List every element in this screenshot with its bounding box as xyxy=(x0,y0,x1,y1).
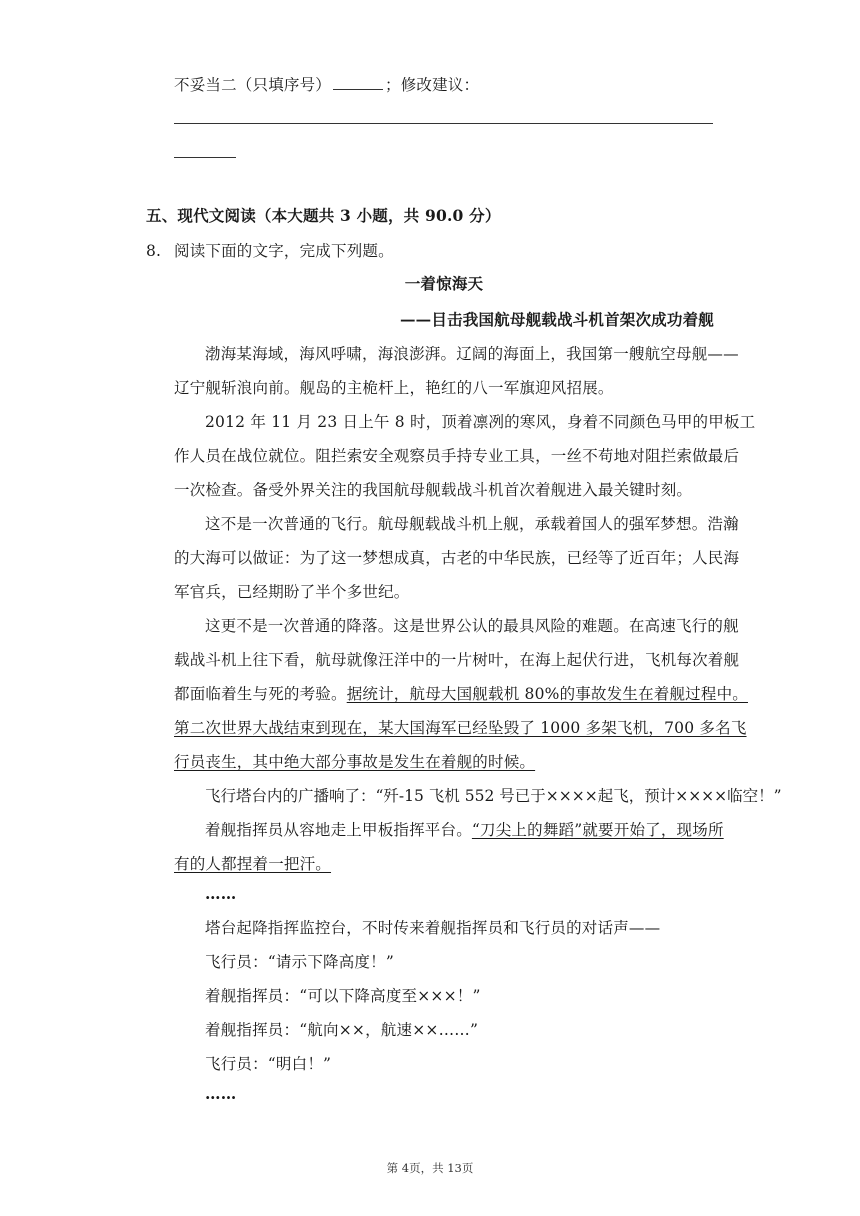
paragraph-4-line-3 xyxy=(174,684,748,704)
paragraph-4-line-2: 载战斗机上往下看，航母就像汪洋中的一片树叶，在海上起伏行进，飞机每次着舰 xyxy=(174,651,740,669)
dialogue-line-3: 着舰指挥员：“航向××，航速××……” xyxy=(205,1021,479,1039)
paragraph-1-line-2: 辽宁舰斩浪向前。舰岛的主桅杆上，艳红的八一军旗迎风招展。 xyxy=(174,379,614,397)
dialogue-line-1: 飞行员：“请示下降高度！” xyxy=(205,953,394,971)
answer-blank[interactable] xyxy=(333,75,383,90)
ellipsis-2: …… xyxy=(205,1084,237,1103)
paragraph-1-line-1: 渤海某海域，海风呼啸，海浪澎湃。辽阔的海面上，我国第一艘航空母舰—— xyxy=(205,345,739,363)
dialogue-line-2: 着舰指挥员：“可以下降高度至×××！” xyxy=(205,987,481,1005)
paragraph-6-line-1 xyxy=(205,820,724,840)
ellipsis-1: …… xyxy=(205,884,237,903)
answer-prompt-before: 不妥当二（只填序号） xyxy=(174,76,332,94)
section-heading: 五、现代文阅读（本大题共 3 小题，共 90.0 分） xyxy=(146,206,501,225)
paragraph-3-line-3: 军官兵，已经期盼了半个多世纪。 xyxy=(174,583,410,601)
question-instruction: 阅读下面的文字，完成下列题。 xyxy=(174,242,394,260)
underlined-sentence-2-line-2: 有的人都捏着一把汗。 xyxy=(174,855,332,873)
paragraph-2-line-2: 作人员在战位就位。阻拦索安全观察员手持专业工具，一丝不苟地对阻拦索做最后 xyxy=(174,447,740,465)
page-footer: 第 4页，共 13页 xyxy=(386,1161,474,1175)
paragraph-2-line-3: 一次检查。备受外界关注的我国航母舰载战斗机首次着舰进入最关键时刻。 xyxy=(174,481,693,499)
paragraph-2-line-1: 2012 年 11 月 23 日上午 8 时，顶着凛冽的寒风，身着不同颜色马甲的甲板工 xyxy=(205,413,756,431)
underlined-sentence-1: 据统计，航母大国舰载机 80%的事故发生在着舰过程中。 xyxy=(346,685,748,703)
article-subtitle: ——目击我国航母舰载战斗机首架次成功着舰 xyxy=(399,310,714,329)
paragraph-3-line-2: 的大海可以做证：为了这一梦想成真，古老的中华民族，已经等了近百年；人民海 xyxy=(174,549,740,567)
answer-line-2[interactable] xyxy=(174,157,236,158)
dialogue-line-4: 飞行员：“明白！” xyxy=(205,1055,332,1073)
paragraph-7: 塔台起降指挥监控台，不时传来着舰指挥员和飞行员的对话声—— xyxy=(205,919,661,937)
answer-prompt-after: ；修改建议： xyxy=(385,76,480,94)
paragraph-4-line-3-plain: 都面临着生与死的考验。 xyxy=(174,685,347,703)
paragraph-5: 飞行塔台内的广播响了：“歼-15 飞机 552 号已于××××起飞，预计××××临空！” xyxy=(205,787,782,805)
underlined-sentence-1-line-2: 第二次世界大战结束到现在，某大国海军已经坠毁了 1000 多架飞机，700 多名飞 xyxy=(174,719,747,737)
paragraph-6-plain: 着舰指挥员从容地走上甲板指挥平台。 xyxy=(205,821,472,839)
underlined-sentence-2: “刀尖上的舞蹈”就要开始了，现场所 xyxy=(471,821,724,839)
article-title: 一着惊海天 xyxy=(404,274,484,293)
underlined-sentence-1-line-3: 行员丧生，其中绝大部分事故是发生在着舰的时候。 xyxy=(174,753,536,771)
answer-line-1[interactable] xyxy=(174,123,713,124)
paragraph-3-line-1: 这不是一次普通的飞行。航母舰载战斗机上舰，承载着国人的强军梦想。浩瀚 xyxy=(205,515,739,533)
paragraph-4-line-1: 这更不是一次普通的降落。这是世界公认的最具风险的难题。在高速飞行的舰 xyxy=(205,617,739,635)
answer-prompt-line xyxy=(174,75,479,95)
question-number: 8. xyxy=(146,242,162,260)
